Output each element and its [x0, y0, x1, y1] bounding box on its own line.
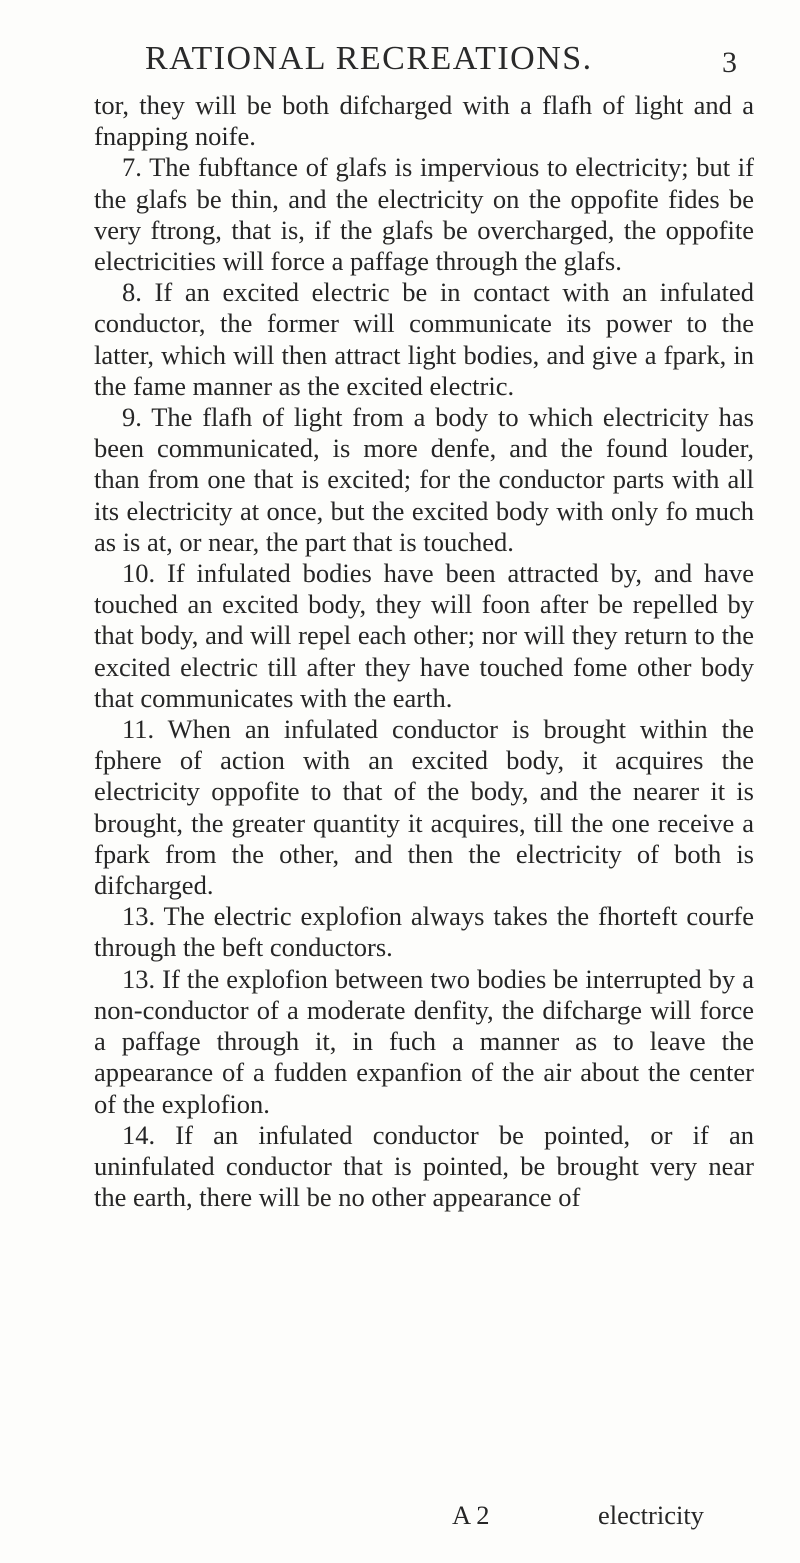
paragraph-13b: 13. If the explofion between two bodies be interrupted by a non-conductor of a moderate denfity, the difcharge will force a paffage through it, in fuch a manner as to leave the appearance of a fudden expanfion of the air about the center of the explofion.: [94, 963, 754, 1119]
running-head: RATIONAL RECREATIONS.: [145, 40, 593, 77]
paragraph-continued: tor, they will be both difcharged with a flafh of light and a fnapping noife.: [94, 90, 754, 152]
paragraph-8: 8. If an excited electric be in contact with an infulated conductor, the former will communicate its power to the latter, which will then attract light bodies, and give a fpark, in the fame manner as the excited electric.: [94, 277, 754, 401]
paragraph-14: 14. If an infulated conductor be pointed, or if an uninfulated conductor that is pointed, be brought very near the earth, there will be no other appearance of: [94, 1119, 754, 1213]
paragraph-10: 10. If infulated bodies have been attracted by, and have touched an excited body, they will foon after be repelled by that body, and will repel each other; nor will they return to the excited electric till after they have touched fome other body that communicates with the earth.: [94, 558, 754, 713]
body-text: [94, 90, 754, 1213]
paragraph-7: 7. The fubftance of glafs is impervious to electricity; but if the glafs be thin, and the electricity on the oppofite fides be very ftrong, that is, if the glafs be overcharged, the oppofite electricities will force a paffage through the glafs.: [94, 152, 754, 277]
page-header: [0, 40, 800, 90]
paragraph-11: 11. When an infulated conductor is brought within the fphere of action with an excited body, it acquires the electricity oppofite to that of the body, and the nearer it is brought, the greater quantity it acquires, till the one receive a fpark from the other, and then the electricity of both is difcharged.: [94, 714, 754, 901]
catchword: electricity: [598, 1500, 704, 1530]
page-footer: [0, 1500, 800, 1540]
paragraph-9: 9. The flafh of light from a body to which electricity has been communicated, is more denfe, and the found louder, than from one that is excited; for the conductor parts with all its electricity at once, but the excited body with only fo much as is at, or near, the part that is touched.: [94, 402, 754, 557]
page-number: 3: [722, 46, 737, 79]
paragraph-13a: 13. The electric explofion always takes the fhorteft courfe through the beft conductors.: [94, 901, 754, 963]
signature-mark: A 2: [452, 1500, 490, 1530]
